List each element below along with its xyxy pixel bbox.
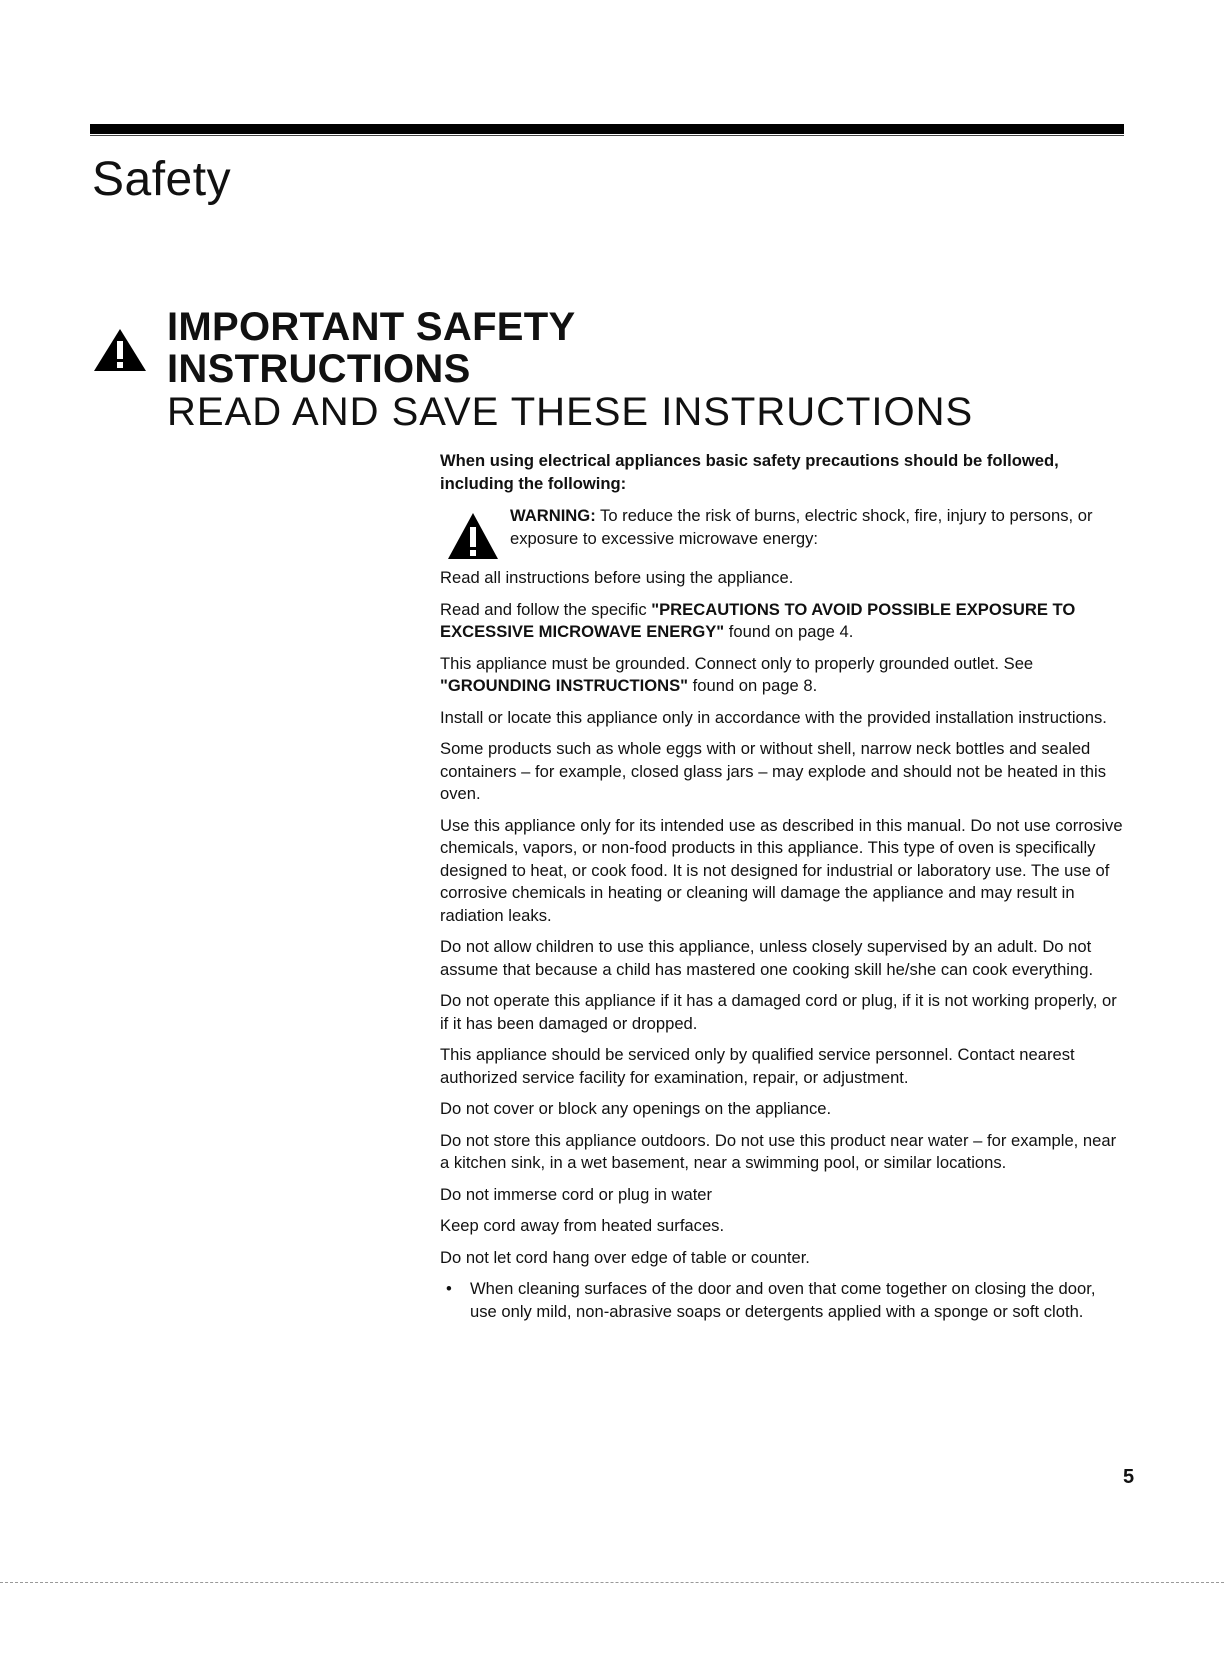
heading-important: IMPORTANT SAFETY bbox=[167, 305, 576, 349]
warning-triangle-icon bbox=[92, 327, 148, 373]
instruction-item: Install or locate this appliance only in accordance with the provided installation instructions. bbox=[440, 707, 1107, 727]
bullet-text: When cleaning surfaces of the door and oven that come together on closing the door, use only mild, non-abrasive soaps or detergents applied with a sponge or soft cloth. bbox=[470, 1279, 1096, 1321]
page-number: 5 bbox=[1123, 1466, 1135, 1488]
instruction-text: This appliance must be grounded. Connect only to properly grounded outlet. See bbox=[440, 653, 1034, 673]
instruction-item: Do not store this appliance outdoors. Do not use this product near water – for example, near a kitchen sink, in a wet basement, near a swimming pool, or similar locations. bbox=[440, 1130, 1117, 1172]
warning-triangle-icon bbox=[446, 511, 500, 561]
intro-text: When using electrical appliances basic safety precautions should be followed, including the following: bbox=[440, 451, 1059, 493]
heading-instructions: INSTRUCTIONS bbox=[167, 347, 471, 391]
instruction-item: Keep cord away from heated surfaces. bbox=[440, 1216, 725, 1235]
instruction-text: found on page 4. bbox=[724, 622, 854, 641]
bullet-item bbox=[440, 1278, 1124, 1323]
top-rule bbox=[90, 124, 1124, 134]
instruction-text: Read and follow the specific bbox=[440, 599, 652, 619]
instruction-emphasis: "GROUNDING INSTRUCTIONS" bbox=[440, 676, 689, 695]
instruction-text: found on page 8. bbox=[688, 676, 818, 695]
instruction-item: Use this appliance only for its intended use as described in this manual. Do not use corrosive chemicals, vapors, or non-food products in this appliance. This type of oven is specifically designed to heat, or cook food. It is not designed for industrial or laboratory use. The use of corrosive chemicals in heating or cleaning will damage the appliance and may result in radiation leaks. bbox=[440, 815, 1123, 925]
instruction-item bbox=[440, 653, 1124, 698]
instruction-item: Some products such as whole eggs with or without shell, narrow neck bottles and sealed containers – for example, closed glass jars – may explode and should not be heated in this oven. bbox=[440, 739, 1106, 803]
instruction-item bbox=[440, 599, 1124, 644]
heading-read-and-save: READ AND SAVE THESE INSTRUCTIONS bbox=[167, 390, 974, 434]
instruction-emphasis: "PRECAUTIONS TO AVOID POSSIBLE EXPOSURE TO EXCESSIVE MICROWAVE ENERGY" bbox=[440, 599, 1076, 641]
instruction-item: Read all instructions before using the appliance. bbox=[440, 568, 794, 587]
warning-block bbox=[440, 505, 1124, 561]
warning-text: To reduce the risk of burns, electric shock, fire, injury to persons, or exposure to excessive microwave energy: bbox=[510, 506, 1093, 548]
heading-block bbox=[167, 306, 1067, 434]
instruction-item: Do not allow children to use this appliance, unless closely supervised by an adult. Do not assume that because a child has mastered one cooking skill he/she can cook everything. bbox=[440, 937, 1094, 979]
instructions-body bbox=[440, 450, 1124, 1323]
top-rule-thin bbox=[90, 135, 1124, 136]
instruction-item: Do not let cord hang over edge of table or counter. bbox=[440, 1247, 810, 1267]
section-title: Safety bbox=[92, 153, 232, 206]
bullet-icon: • bbox=[446, 1279, 452, 1298]
instruction-item: This appliance should be serviced only by qualified service personnel. Contact nearest authorized service facility for examination, repair, or adjustment. bbox=[440, 1045, 1075, 1087]
bottom-rule bbox=[0, 1582, 1224, 1583]
warning-label: WARNING: bbox=[510, 506, 596, 525]
instruction-item: Do not cover or block any openings on the appliance. bbox=[440, 1099, 832, 1118]
instruction-item: Do not operate this appliance if it has a damaged cord or plug, if it is not working properly, or if it has been damaged or dropped. bbox=[440, 991, 1117, 1033]
instruction-item: Do not immerse cord or plug in water bbox=[440, 1184, 713, 1204]
